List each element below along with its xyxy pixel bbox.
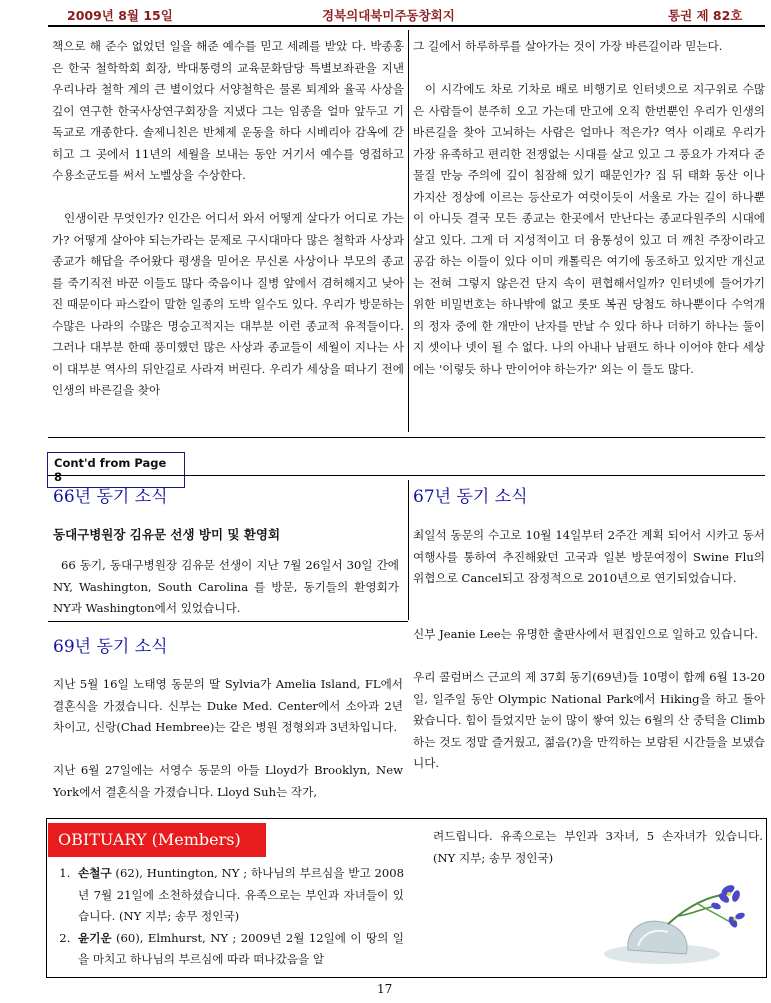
header-org: 경북의대북미주동창회지	[322, 8, 455, 23]
flower-vase-image	[598, 876, 758, 972]
section-body-67: 최일석 동문의 수고로 10월 14일부터 2주간 계획 되어서 시카고 동서여행사를 통하여 추진해왔던 고국과 일본 방문여정이 Swine Flu의 위협으로 Cancel되고 잠정적으로 2010년으로 연기되었습니다.	[413, 528, 765, 585]
page-number: 17	[377, 982, 393, 996]
article-paragraph: 지난 6월 27일에는 서영수 동문의 아들 Lloyd가 Brooklyn, New York에서 결혼식을 가졌습니다. Lloyd Suh는 작가,	[53, 763, 403, 799]
section-title-69: 69년 동기 소식	[53, 637, 168, 657]
obituary-continued: 려드립니다. 유족으로는 부인과 3자녀, 5 손자녀가 있습니다. (NY 지부; 송무 정인국)	[433, 829, 763, 865]
article-paragraph: 이 시각에도 차로 기차로 배로 비행기로 인터넷으로 지구위로 수많은 사람들이 분주히 오고 가는데 만고에 오직 한번뿐인 우리가 인생의 바른길을 찾아 고뇌하는 사람은 얼마나 적은가? 역사 이래로 우리가 가장 유족하고 편리한 전쟁없는 시대를 살고 있고 그 풍요가 가져다 준 물질 만능 주의에 깊이 침잠해 있기 때문인가? 집 뒤 태화 동산 이나 가지산 정상에 이르는 등산로가 여럿이듯이 서울로 가는 길이 하나뿐이 아니듯 결국 모든 종교는 한곳에서 만난다는 종교다원주의 시대에 살고 있다. 그게 더 지성적이고 더 융통성이 있고 더 깨친 주장이라고 공감 하는 이들이 있다 이미 캐톨릭은 여기에 동조하고 있지만 개신교는 전혀 그렇지 않은건 단지 속이 편협해서일까? 인터넷에 들어가기 위한 비밀번호는 하나밖에 없고 롯또 복권 당첨도 하나뿐이다 수억개의 정자 중에 한 개만이 난자를 만날 수 있다 하나 더하기 하나는 둘이지 셋이나 넷이 될 수 없다. 나의 아내나 남편도 하나 이어야 한다 세상에는 '이렇듯 하나 만이어야 하는가?' 외는 이 들도 많다.	[413, 82, 765, 376]
article-paragraph: 그 길에서 하루하루를 살아가는 것이 가장 바른길이라 믿는다.	[413, 39, 723, 53]
continued-label: Cont'd from Page 8	[47, 452, 185, 488]
obituary-name: 윤기운	[78, 930, 112, 945]
section-body-66: 66 동기, 동대구병원장 김유문 선생이 지난 7월 26일서 30일 간에 NY, Washington, South Carolina 를 방문, 동기들의 환영회가 NY과 Washington에서 있었습니다.	[53, 558, 399, 615]
obituary-name: 손철구	[78, 866, 112, 880]
column-divider	[408, 30, 409, 432]
obituary-title: OBITUARY (Members)	[48, 823, 266, 857]
obituary-list	[50, 863, 404, 971]
obituary-text: (60), Elmhurst, NY ; 2009년 2월 12일에 이 땅의 일을 마치고 하나님의 부르심에 따라 떠나갔음을 알	[78, 930, 404, 966]
section-rule	[48, 621, 408, 622]
header-rule	[48, 25, 765, 27]
article-paragraph: 인생이란 무엇인가? 인간은 어디서 와서 어떻게 살다가 어디로 가는가? 어떻게 살아야 되는가라는 문제로 구시대마다 많은 철학과 사상과 종교가 해답을 주어왔다 평생을 믿어온 무신론 사상이나 부모의 종교를 죽기직전 바꾼 이들도 많다 죽음이나 질병 앞에서 겸허해지고 낮아진 때문이다 파스칼이 말한 일종의 도박 일수도 있다. 우리가 방문하는 수많은 나라의 수많은 명승고적지는 대부분 이런 종교적 유적들이다. 그러나 대부분 한때 풍미했던 많은 사상과 종교들이 세월이 지나는 사이 대부분 역사의 뒤안길로 사라져 버린다. 우리가 세상을 떠나기 전에 인생의 바른길을 찾아	[52, 211, 404, 397]
header-date: 2009년 8월 15일	[67, 8, 173, 23]
article-paragraph: 우리 콜럼버스 근교의 제 37회 동기(69년)들 10명이 함께 6월 13-20일, 일주일 동안 Olympic National Park에서 Hiking을 하고 돌아왔습니다. 힘이 들었지만 눈이 많이 쌓여 있는 6월의 산 중턱을 Climb하는 것도 정말 즐거웠고, 젊음(?)을 만끽하는 보람된 시간들을 보냈습니다.	[413, 670, 765, 770]
section-rule	[48, 475, 765, 476]
obituary-item	[74, 928, 404, 971]
section-subtitle-66: 동대구병원장 김유문 선생 방미 및 환영회	[53, 527, 281, 542]
article-left-column	[52, 36, 404, 402]
section-body-69	[53, 674, 403, 803]
article-paragraph: 지난 5월 16일 노태영 동문의 딸 Sylvia가 Amelia Island, FL에서 결혼식을 가졌습니다. 신부는 Duke Med. Center에서 소아과 2년차이고, 신랑(Chad Hembree)는 같은 병원 정형외과 3년차입니다.	[53, 677, 403, 734]
article-paragraph: 신부 Jeanie Lee는 유명한 출판사에서 편집인으로 일하고 있습니다.	[413, 627, 758, 641]
section-rule	[48, 437, 765, 438]
section-title-67: 67년 동기 소식	[413, 487, 528, 507]
obituary-text: (62), Huntington, NY ; 하나님의 부르심을 받고 2008년 7월 21일에 소천하셨습니다. 유족으로는 부인과 자녀들이 있습니다. (NY 지부; 송무 정인국)	[78, 866, 404, 923]
header-issue: 통권 제 82호	[668, 8, 743, 23]
article-paragraph: 책으로 해 준수 없었던 일을 해준 예수를 믿고 세례를 받았 다. 박종홍 은 한국 철학학회 회장, 박대통령의 교육문화담당 특별보좌관을 지낸 우리나라 철학 계의 큰 별이었다 서양철학은 물론 퇴계와 율곡 사상을 깊이 연구한 한국사상연구회장을 지냈다 그는 임종을 얼마 앞두고 기독교로 개종한다. 솔제니친은 반체제 운동을 하다 시베리아 감옥에 갇히고 그 곳에서 11년의 세월을 보내는 동안 거기서 예수를 영접하고 수용소군도를 써서 노벨상을 수상한다.	[52, 39, 404, 182]
article-right-column	[413, 36, 765, 380]
column-divider	[408, 480, 409, 620]
section-body-69-continued	[413, 624, 765, 775]
section-title-66: 66년 동기 소식	[53, 487, 168, 507]
obituary-item	[74, 863, 404, 928]
